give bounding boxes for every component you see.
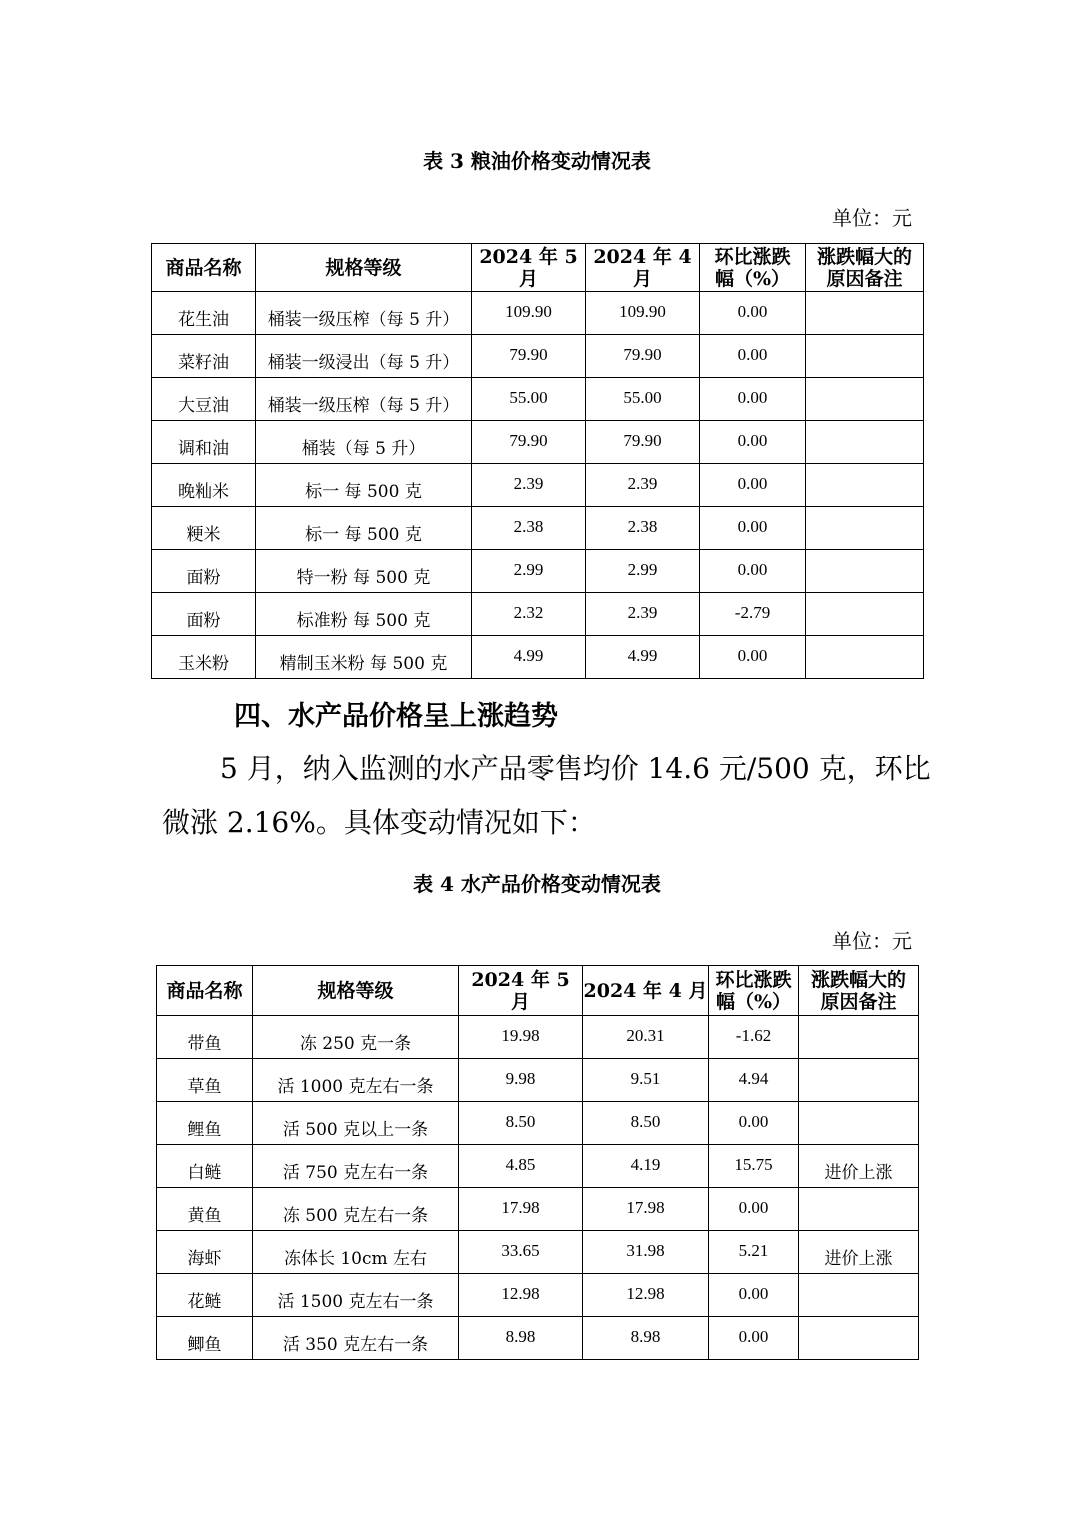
table4-cell: 0.00: [709, 1102, 799, 1145]
table4-cell: [799, 1059, 919, 1102]
table4-row: [157, 1102, 919, 1145]
table4-cell: 0.00: [709, 1317, 799, 1360]
table3-cell: 2.39: [472, 464, 586, 507]
table4-cell: 鲤鱼: [157, 1102, 253, 1145]
table4-cell: 0.00: [709, 1188, 799, 1231]
table4-cell: 进价上涨: [799, 1231, 919, 1274]
table4-cell: 4.94: [709, 1059, 799, 1102]
table3-cell: 0.00: [700, 292, 806, 335]
para-line-1: 5 月，纳入监测的水产品零售均价 14.6 元/500 克，环比: [220, 752, 931, 785]
table4-cell: 活 500 克以上一条: [253, 1102, 459, 1145]
table3-cell: 桶装一级压榨（每 5 升）: [256, 378, 472, 421]
table4-cell: 0.00: [709, 1274, 799, 1317]
table3-cell: 菜籽油: [152, 335, 256, 378]
table3-cell: 特一粉 每 500 克: [256, 550, 472, 593]
table3-cell: 花生油: [152, 292, 256, 335]
table3-cell: 2.99: [472, 550, 586, 593]
table4-cell: 冻体长 10cm 左右: [253, 1231, 459, 1274]
table4-cell: [799, 1274, 919, 1317]
table4-cell: 活 350 克左右一条: [253, 1317, 459, 1360]
table3-header-cell: 环比涨跌 幅（%）: [700, 244, 806, 292]
table3-cell: 2.99: [586, 550, 700, 593]
table3-cell: 55.00: [586, 378, 700, 421]
table4-cell: 8.98: [583, 1317, 709, 1360]
table3-cell: [806, 464, 924, 507]
table4-cell: 9.51: [583, 1059, 709, 1102]
table3-header-cell: 2024 年 5 月: [472, 244, 586, 292]
table3-cell: 79.90: [586, 335, 700, 378]
table3-caption: 表 3 粮油价格变动情况表: [423, 149, 651, 173]
table3-cell: 0.00: [700, 335, 806, 378]
table3-cell: 桶装一级压榨（每 5 升）: [256, 292, 472, 335]
table4-cell: 9.98: [459, 1059, 583, 1102]
table3-cell: 粳米: [152, 507, 256, 550]
table4-cell: 12.98: [459, 1274, 583, 1317]
table3-row: [152, 636, 924, 679]
table3-cell: -2.79: [700, 593, 806, 636]
para-line-2: 微涨 2.16%。具体变动情况如下：: [162, 806, 596, 839]
table4-header-cell: 2024 年 4 月: [583, 966, 709, 1016]
table4-cell: 4.19: [583, 1145, 709, 1188]
table4-cell: 草鱼: [157, 1059, 253, 1102]
table3-cell: 4.99: [472, 636, 586, 679]
table3-header-cell: 涨跌幅大的 原因备注: [806, 244, 924, 292]
table3-cell: [806, 507, 924, 550]
table4-cell: 5.21: [709, 1231, 799, 1274]
table4-cell: 带鱼: [157, 1016, 253, 1059]
table3-cell: [806, 421, 924, 464]
table4-header-cell: 规格等级: [253, 966, 459, 1016]
table3-header-cell: 2024 年 4 月: [586, 244, 700, 292]
table4-cell: 活 750 克左右一条: [253, 1145, 459, 1188]
table4-cell: 17.98: [583, 1188, 709, 1231]
table4: [156, 965, 919, 1360]
table3-cell: 玉米粉: [152, 636, 256, 679]
table4-cell: 冻 500 克左右一条: [253, 1188, 459, 1231]
table3-cell: [806, 378, 924, 421]
table3-cell: 晚籼米: [152, 464, 256, 507]
table3-cell: 调和油: [152, 421, 256, 464]
table4-cell: [799, 1188, 919, 1231]
table4-cell: 8.50: [459, 1102, 583, 1145]
table4-cell: [799, 1317, 919, 1360]
table4-row: [157, 1274, 919, 1317]
table4-cell: 12.98: [583, 1274, 709, 1317]
table3-header-cell: 规格等级: [256, 244, 472, 292]
table3-cell: 0.00: [700, 378, 806, 421]
table3-cell: 桶装一级浸出（每 5 升）: [256, 335, 472, 378]
table4-cell: -1.62: [709, 1016, 799, 1059]
table3-cell: 4.99: [586, 636, 700, 679]
table4-cell: 花鲢: [157, 1274, 253, 1317]
table4-cell: 活 1000 克左右一条: [253, 1059, 459, 1102]
table3-cell: 55.00: [472, 378, 586, 421]
table3-cell: 0.00: [700, 464, 806, 507]
table4-caption: 表 4 水产品价格变动情况表: [413, 872, 661, 896]
table3-cell: [806, 335, 924, 378]
table3-cell: 桶装（每 5 升）: [256, 421, 472, 464]
table3-cell: 79.90: [472, 421, 586, 464]
table4-cell: 20.31: [583, 1016, 709, 1059]
table3-cell: 面粉: [152, 593, 256, 636]
table3-cell: 79.90: [472, 335, 586, 378]
table3-cell: 精制玉米粉 每 500 克: [256, 636, 472, 679]
table4-cell: 8.50: [583, 1102, 709, 1145]
table4-unit: 单位：元: [832, 929, 912, 953]
table3-row: [152, 378, 924, 421]
table3-cell: [806, 593, 924, 636]
table4-row: [157, 1145, 919, 1188]
table4-cell: 海虾: [157, 1231, 253, 1274]
table3-header-row: [152, 244, 924, 292]
table3-cell: 109.90: [586, 292, 700, 335]
table3-cell: 2.38: [586, 507, 700, 550]
table4-row: [157, 1317, 919, 1360]
table4-header-cell: 环比涨跌 幅（%）: [709, 966, 799, 1016]
table4-cell: 8.98: [459, 1317, 583, 1360]
table3-cell: 标一 每 500 克: [256, 464, 472, 507]
table3-cell: 79.90: [586, 421, 700, 464]
table3-cell: [806, 636, 924, 679]
table3-cell: 标一 每 500 克: [256, 507, 472, 550]
table3-cell: 0.00: [700, 421, 806, 464]
table4-cell: 15.75: [709, 1145, 799, 1188]
table3-row: [152, 593, 924, 636]
table4-row: [157, 1231, 919, 1274]
table4-row: [157, 1059, 919, 1102]
table3-row: [152, 335, 924, 378]
table4-cell: 白鲢: [157, 1145, 253, 1188]
table4-row: [157, 1016, 919, 1059]
table4-row: [157, 1188, 919, 1231]
table3-cell: 2.39: [586, 593, 700, 636]
table4-cell: 31.98: [583, 1231, 709, 1274]
table3-row: [152, 292, 924, 335]
section-heading: 四、水产品价格呈上涨趋势: [234, 701, 558, 732]
table4-cell: 冻 250 克一条: [253, 1016, 459, 1059]
table4-cell: 鲫鱼: [157, 1317, 253, 1360]
table3: [151, 243, 924, 679]
table4-cell: 33.65: [459, 1231, 583, 1274]
table3-cell: 2.38: [472, 507, 586, 550]
table3-cell: 0.00: [700, 507, 806, 550]
table4-header-cell: 2024 年 5 月: [459, 966, 583, 1016]
table3-cell: [806, 292, 924, 335]
table3-cell: 大豆油: [152, 378, 256, 421]
table3-cell: 面粉: [152, 550, 256, 593]
table4-header-cell: 涨跌幅大的 原因备注: [799, 966, 919, 1016]
table4-cell: [799, 1102, 919, 1145]
table3-cell: 0.00: [700, 550, 806, 593]
table3-row: [152, 421, 924, 464]
table4-cell: 活 1500 克左右一条: [253, 1274, 459, 1317]
table4-header-row: [157, 966, 919, 1016]
table3-cell: [806, 550, 924, 593]
table3-cell: 109.90: [472, 292, 586, 335]
table3-header-cell: 商品名称: [152, 244, 256, 292]
table4-cell: 4.85: [459, 1145, 583, 1188]
table4-cell: 19.98: [459, 1016, 583, 1059]
table3-row: [152, 550, 924, 593]
table3-cell: 标准粉 每 500 克: [256, 593, 472, 636]
table3-cell: 0.00: [700, 636, 806, 679]
table3-row: [152, 464, 924, 507]
table3-row: [152, 507, 924, 550]
table3-unit: 单位：元: [832, 206, 912, 230]
table3-cell: 2.32: [472, 593, 586, 636]
table3-cell: 2.39: [586, 464, 700, 507]
table4-cell: 17.98: [459, 1188, 583, 1231]
table4-cell: 进价上涨: [799, 1145, 919, 1188]
table4-cell: [799, 1016, 919, 1059]
table4-header-cell: 商品名称: [157, 966, 253, 1016]
table4-cell: 黄鱼: [157, 1188, 253, 1231]
